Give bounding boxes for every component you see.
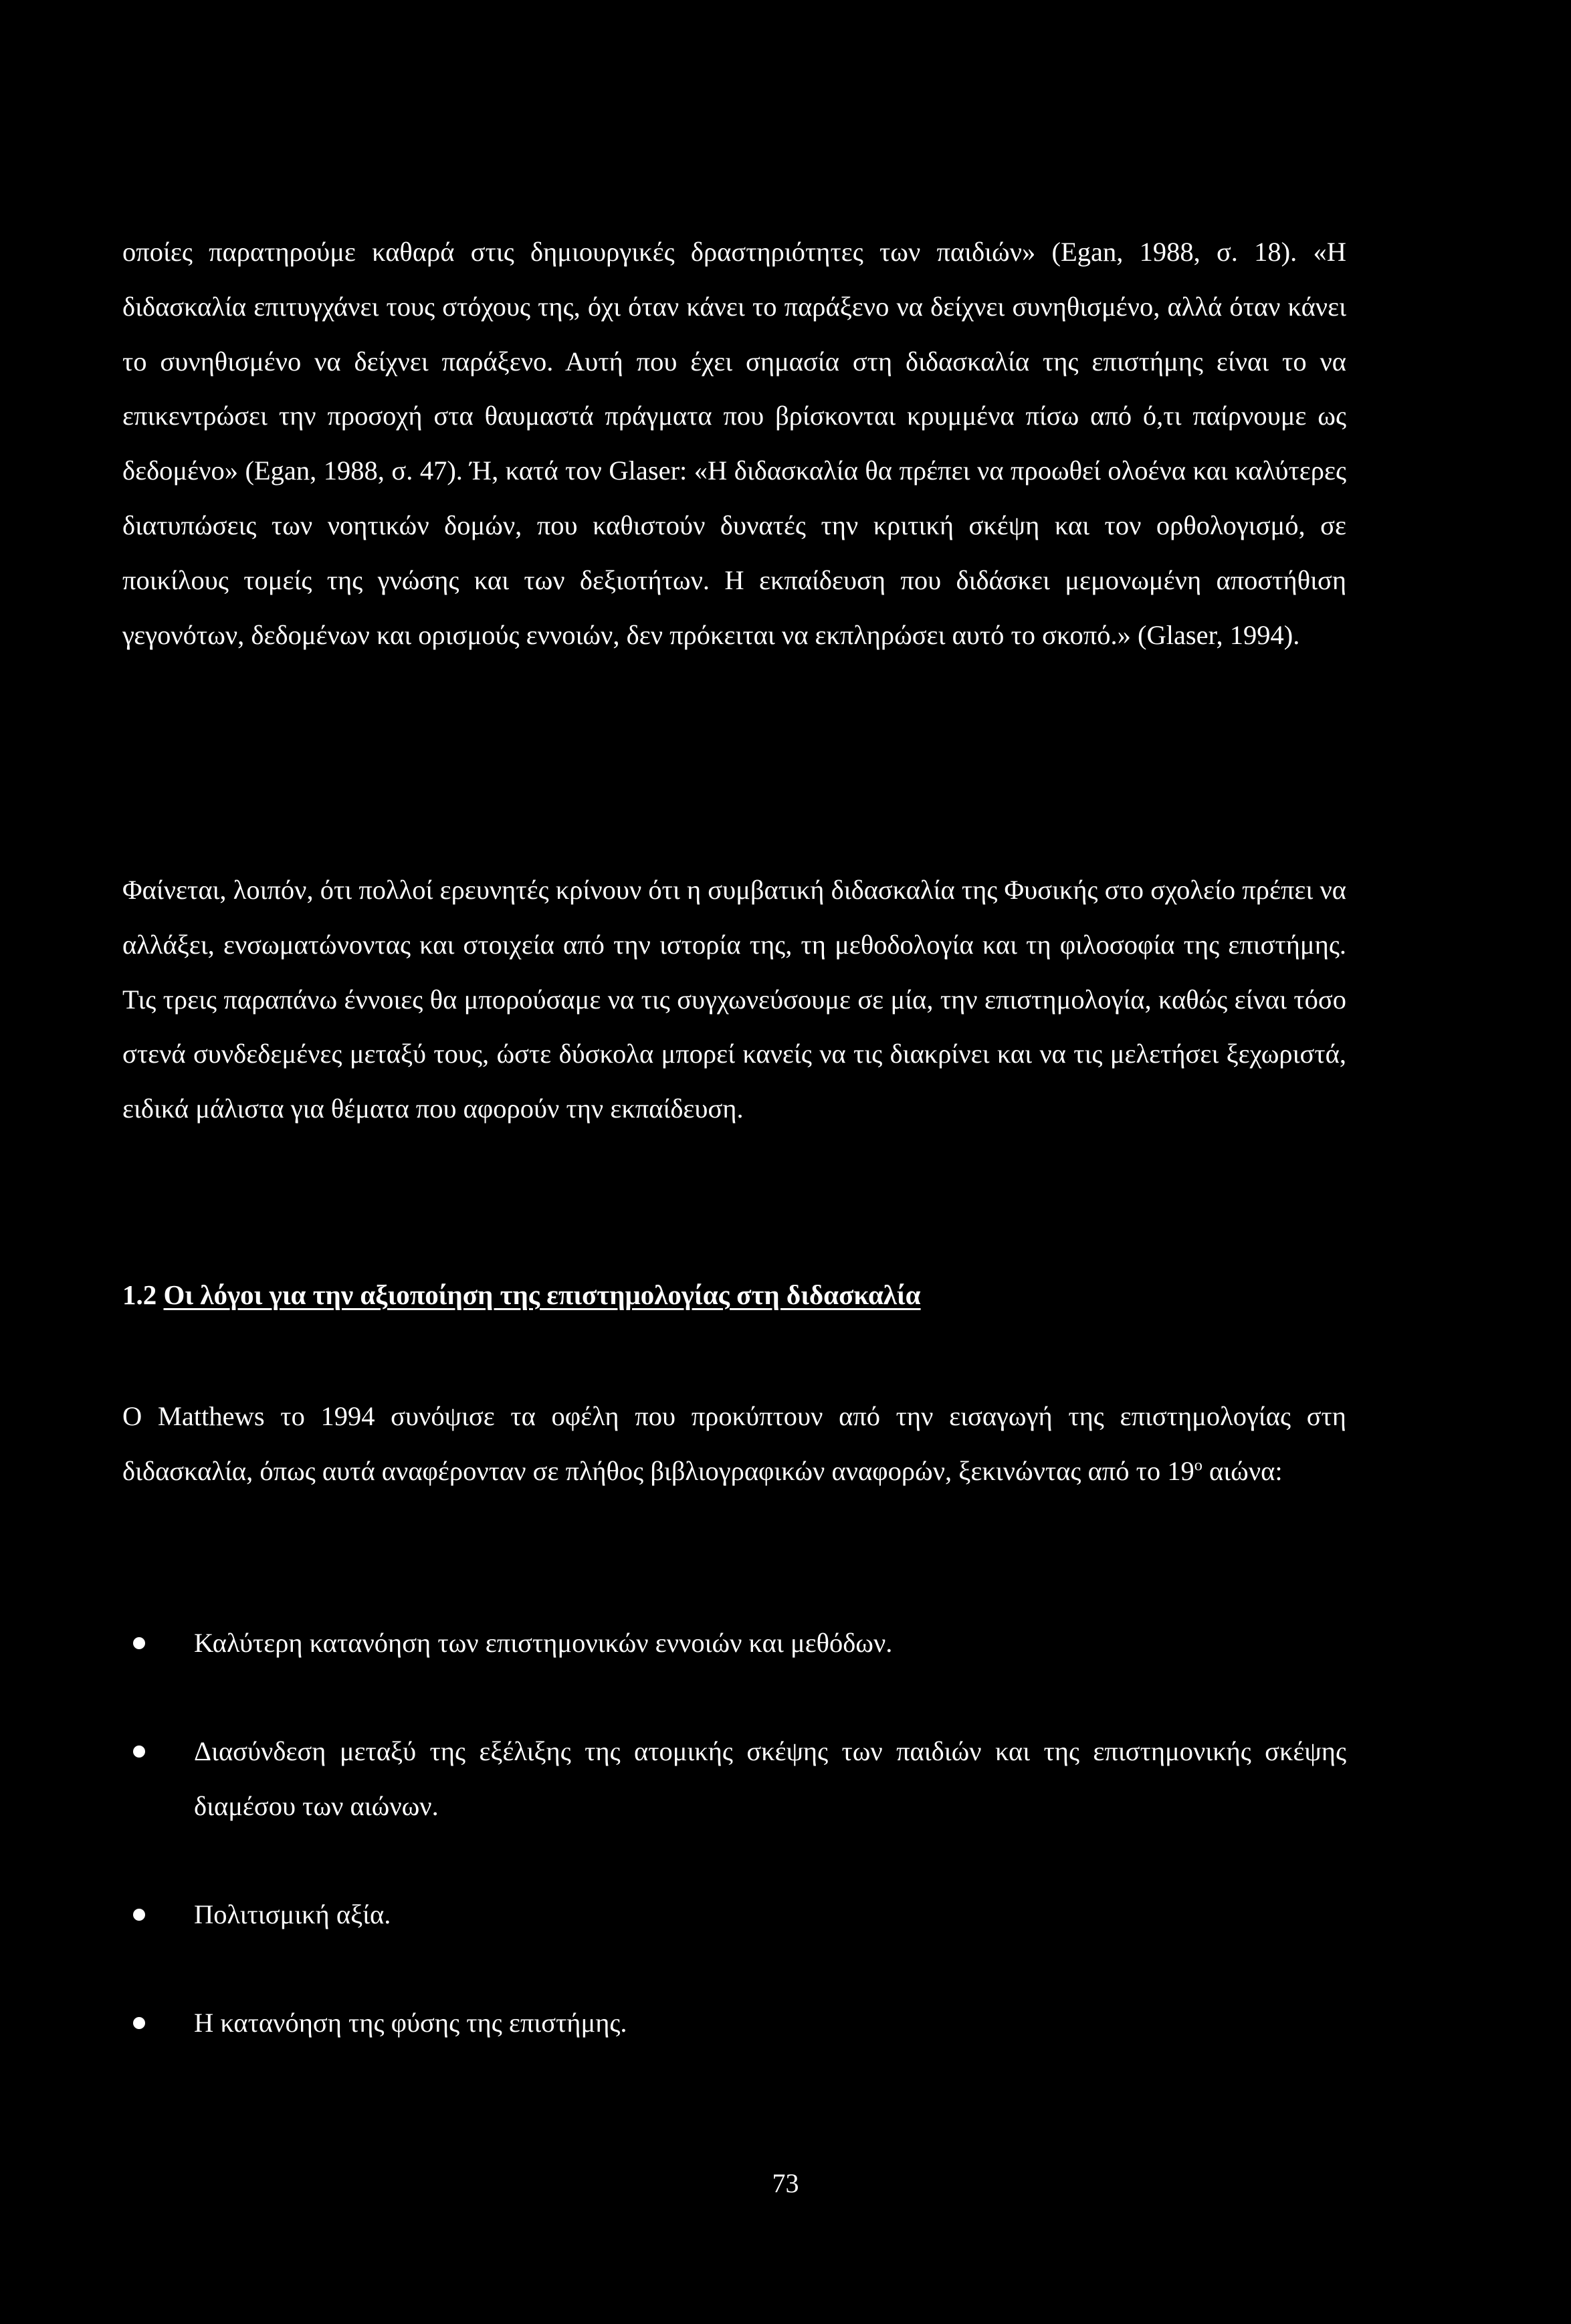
section-title: Οι λόγοι για την αξιοποίηση της επιστημολογίας στη διδασκαλία bbox=[163, 1279, 921, 1310]
section-number: 1.2 bbox=[122, 1279, 157, 1310]
paragraph-matthews bbox=[122, 1389, 1346, 1499]
benefits-list bbox=[0, 1616, 1571, 2050]
list-item-text: Η κατανόηση της φύσης της επιστήμης. bbox=[194, 2008, 627, 2038]
list-item-text: Καλύτερη κατανόηση των επιστημονικών εννοιών και μεθόδων. bbox=[194, 1628, 893, 1658]
list-item bbox=[0, 1724, 1346, 1834]
list-item-text: Πολιτισμική αξία. bbox=[194, 1899, 391, 1929]
page-number: 73 bbox=[772, 2168, 799, 2198]
list-item-text: Διασύνδεση μεταξύ της εξέλιξης της ατομικής σκέψης των παιδιών και της επιστημονικής σκέψης διαμέσου των αιώνων. bbox=[194, 1736, 1346, 1821]
paragraph-matthews-end: αιώνα: bbox=[1202, 1455, 1283, 1486]
bullet-icon bbox=[133, 1637, 145, 1649]
bullet-icon bbox=[133, 2017, 145, 2029]
bullet-icon bbox=[133, 1746, 145, 1758]
bullet-icon bbox=[133, 1909, 145, 1921]
list-item bbox=[0, 1996, 1346, 2050]
section-heading bbox=[122, 1267, 921, 1322]
paragraph-glaser-quote: οποίες παρατηρούμε καθαρά στις δημιουργικές δραστηριότητες των παιδιών» (Egan, 1988, σ. 18). «Η διδασκαλία επιτυγχάνει τους στόχους της, όχι όταν κάνει το παράξενο να δείχνει συνηθισμένο, αλλά όταν κάνει το συνηθισμένο να δείχνει παράξενο. Αυτή που έχει σημασία στη διδασκαλία της επιστήμης είναι το να επικεντρώσει την προσοχή στα θαυμαστά πράγματα που βρίσκονται κρυμμένα πίσω από ό,τι παίρνουμε ως δεδομένο» (Egan, 1988, σ. 47). Ή, κατά τον Glaser: «Η διδασκαλία θα πρέπει να προωθεί ολοένα και καλύτερες διατυπώσεις των νοητικών δομών, που καθιστούν δυνατές την κριτική σκέψη και τον ορθολογισμό, σε ποικίλους τομείς της γνώσης και των δεξιοτήτων. Η εκπαίδευση που διδάσκει μεμονωμένη αποστήθιση γεγονότων, δεδομένων και ορισμούς εννοιών, δεν πρόκειται να εκπληρώσει αυτό το σκοπό.» (Glaser, 1994). bbox=[122, 237, 1346, 650]
superscript-ordinal: ο bbox=[1194, 1456, 1202, 1475]
list-item bbox=[0, 1616, 1346, 1671]
list-item bbox=[0, 1887, 1346, 1942]
paragraph-matthews-text: Ο Matthews το 1994 συνόψισε τα οφέλη που προκύπτουν από την εισαγωγή της επιστημολογίας στη διδασκαλία, όπως αυτά αναφέρονταν σε πλήθος βιβλιογραφικών αναφορών, ξεκινώντας από το 19 bbox=[122, 1401, 1346, 1486]
paragraph-epistemology: Φαίνεται, λοιπόν, ότι πολλοί ερευνητές κρίνουν ότι η συμβατική διδασκαλία της Φυσικής στο σχολείο πρέπει να αλλάξει, ενσωματώνοντας και στοιχεία από την ιστορία της, τη μεθοδολογία και τη φιλοσοφία της επιστήμης. Τις τρεις παραπάνω έννοιες θα μπορούσαμε να τις συγχωνεύσουμε σε μία, την επιστημολογία, καθώς είναι τόσο στενά συνδεδεμένες μεταξύ τους, ώστε δύσκολα μπορεί κανείς να τις διακρίνει και να τις μελετήσει ξεχωριστά, ειδικά μάλιστα για θέματα που αφορούν την εκπαίδευση. bbox=[122, 875, 1346, 1124]
